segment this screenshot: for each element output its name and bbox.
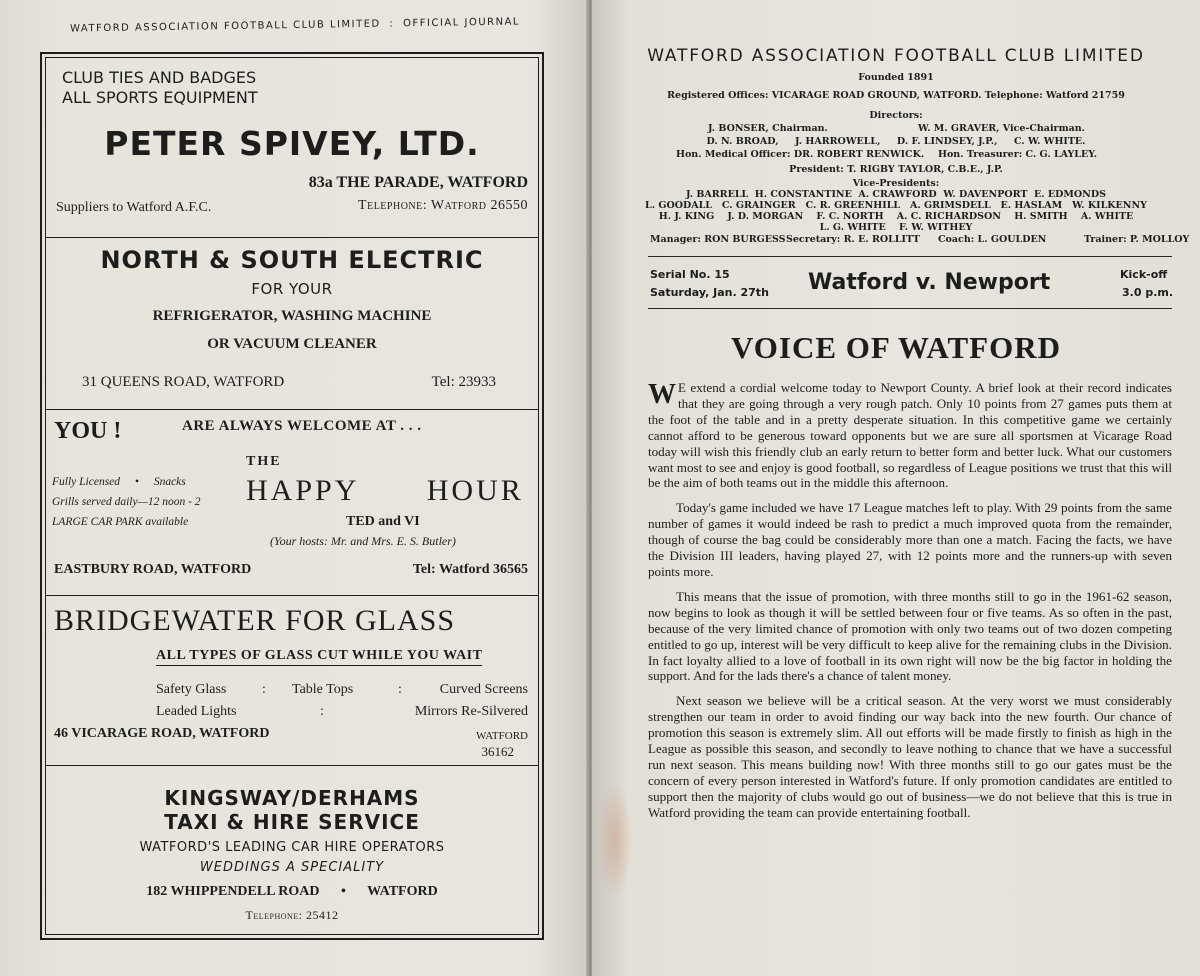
spivey-line1: CLUB TIES AND BADGES [62,68,257,87]
electric-products: REFRIGERATOR, WASHING MACHINE [152,308,432,324]
paragraph-2: Today's game included we have 17 League matches left to play. With 29 points from the same number of games it would indeed be rash to predict a much improved quota from the remainder, though of course the bag could be considerably more than one a match. Facing the facts, we have the Division III leaders, having played 27, with 12 points more and the runners-up with seven points more. [648,500,1172,579]
glass-name: BRIDGEWATER FOR GLASS [54,604,456,637]
taxi-town: WATFORD [367,884,438,899]
glass-tel-label: WATFORD [476,730,528,742]
club-name: WATFORD ASSOCIATION FOOTBALL CLUB LIMITED [647,46,1145,66]
article-body [648,380,1172,830]
medical-officer: Hon. Medical Officer: DR. ROBERT RENWICK. [676,149,925,160]
rule-top [648,256,1172,257]
match-date: Saturday, Jan. 27th [650,286,769,299]
electric-products2: OR VACUUM CLEANER [207,336,377,352]
happy-licensed [52,476,186,488]
taxi-line1: KINGSWAY/DERHAMS [164,786,420,810]
fixture: Watford v. Newport [808,270,1051,295]
vp-row1: J. BARRELL H. CONSTANTINE A. CRAWFORD W. DAVENPORT E. EDMONDS [686,189,1106,200]
vp-label: Vice-Presidents: [852,178,940,189]
happy-grills: Grills served daily—12 noon - 2 [52,496,201,508]
vp-row4: L. G. WHITE F. W. WITHEY [819,222,973,233]
electric-address: 31 QUEENS ROAD, WATFORD [82,374,285,390]
president: President: T. RIGBY TAYLOR, C.B.E., J.P. [789,164,1003,175]
paragraph-1 [648,380,1172,491]
spivey-supplier: Suppliers to Watford A.F.C. [56,200,212,215]
advert-panel [40,52,544,940]
spivey-address: 83a THE PARADE, WATFORD [308,174,528,191]
coach: Coach: L. GOULDEN [938,234,1047,245]
advert-happy-hour [46,410,538,596]
happy-snacks: Snacks [153,476,186,488]
advert-kingsway-taxi [46,766,538,940]
glass-colon2: : [398,682,402,697]
happy-hosts: (Your hosts: Mr. and Mrs. E. S. Butler) [270,534,456,548]
headline: VOICE OF WATFORD [731,330,1061,365]
right-page [592,0,1200,976]
glass-item5: Mirrors Re-Silvered [414,704,528,719]
happy-address: EASTBURY ROAD, WATFORD [54,562,252,577]
taxi-line2: TAXI & HIRE SERVICE [164,810,420,834]
happy-hosts-short: TED and VI [346,514,420,529]
directors-label: Directors: [869,110,923,121]
happy-car-park: LARGE CAR PARK available [52,516,189,528]
glass-tel: 36162 [481,744,514,759]
taxi-address: 182 WHIPPENDELL ROAD [146,884,320,899]
vp-row2: L. GOODALL C. GRAINGER C. R. GREENHILL A. GRIMSDELL E. HASLAM W. KILKENNY [645,200,1147,211]
kickoff-time: 3.0 p.m. [1122,286,1174,299]
happy-welcome: ARE ALWAYS WELCOME AT . . . [182,418,422,434]
electric-name: NORTH & SOUTH ELECTRIC [100,246,484,274]
happy-name-text: HAPPY HOUR [246,474,524,507]
director-vice-chairman: W. M. GRAVER, Vice-Chairman. [918,123,1085,134]
kickoff-label: Kick-off [1120,268,1168,281]
happy-licensed-text: Fully Licensed [52,476,121,488]
page-stain [598,780,632,900]
spivey-name: PETER SPIVEY, LTD. [104,124,480,163]
directors-row2: D. N. BROAD, J. HARROWELL, D. F. LINDSEY, J.P., C. W. WHITE. [706,136,1086,147]
glass-item2: Table Tops [292,682,354,697]
trainer: Trainer: P. MOLLOY [1084,234,1190,245]
paragraph-1-text: E extend a cordial welcome today to Newport County. A brief look at their record indicates that they are going through a very rough patch. Only 10 points from 27 games puts them at the foot of the table and in a pretty desperate situation. In this competitive game we certainly cannot afford to be generous toward opponents but we are sure all sportsmen at Vicarage Road today will wish this friendly club an early return to better form and better luck. What our customers want most to see and enjoy is good football, so regardless of League positions we trust that this will be the aim of both teams out in the middle this afternoon. [648,380,1172,491]
glass-item1: Safety Glass [156,682,227,697]
glass-colon3: : [320,704,324,719]
spivey-telephone: Telephone: Watford 26550 [358,198,528,213]
happy-the: THE [246,454,282,469]
treasurer: Hon. Treasurer: C. G. LAYLEY. [938,149,1098,160]
spivey-line2: ALL SPORTS EQUIPMENT [62,88,258,107]
running-head [70,16,520,34]
running-head-sep: : [389,18,395,30]
running-head-left: WATFORD ASSOCIATION FOOTBALL CLUB LIMITED [69,18,381,35]
taxi-address-line [46,884,538,900]
paragraph-3: This means that the issue of promotion, with three months still to go in the 1961-62 season, now begins to look as though it will be settled between four or five teams. As so often in the past, because of the very limited chance of promotion with only two teams out of two dozen competing entitled to go up, interest will be very difficult to keep alive for the remaining clubs in the Division. In fact loyalty allied to a love of football in its own right will now be the big factor in holding the support. And for the lads there's a chance of talent money. [648,588,1172,684]
rule-bottom [648,308,1172,309]
vp-row3: H. J. KING J. D. MORGAN F. C. NORTH A. C. RICHARDSON H. SMITH A. WHITE [658,211,1134,222]
taxi-line3: WATFORD'S LEADING CAR HIRE OPERATORS [139,840,445,855]
glass-tagline: ALL TYPES OF GLASS CUT WHILE YOU WAIT [156,648,482,666]
advert-bridgewater-glass [46,596,538,766]
happy-bullet: • [134,476,139,488]
taxi-telephone: Telephone: 25412 [245,908,339,922]
glass-item4: Leaded Lights [156,704,237,719]
left-page [0,0,590,976]
happy-tel: Tel: Watford 36565 [412,562,528,577]
advert-peter-spivey [46,58,538,238]
electric-tel: Tel: 23933 [431,374,496,390]
taxi-bullet: • [341,884,346,899]
glass-item3: Curved Screens [439,682,528,697]
running-head-right: OFFICIAL JOURNAL [403,16,521,30]
happy-name [246,474,530,508]
happy-you: YOU ! [54,418,122,444]
director-chairman: J. BONSER, Chairman. [708,123,828,134]
registered-offices: Registered Offices: VICARAGE ROAD GROUND, WATFORD. Telephone: Watford 21759 [667,90,1125,101]
taxi-line4: WEDDINGS A SPECIALITY [199,860,385,875]
advert-north-south-electric [46,238,538,410]
paragraph-4: Next season we believe will be a critical season. At the very worst we must considerably strengthen our team in order to avoid finding our way back into the new fourth. Our chance of promotion this season is extremely slim. All out efforts will be made firstly to finish as high in the League as possible this season, and secondly to leave nothing to chance that we have a successful run next season. This means building now! With three months still to go our gates must be the concern of every person interested in Watford's future. If only promotion candidates are entitled to support then the majority of clubs would go out of business—we do not believe that this is true in Watford providing the team can provide entertaining football. [648,693,1172,820]
secretary: Secretary: R. E. ROLLITT [786,234,920,245]
serial-number: Serial No. 15 [650,268,730,281]
drop-cap: W [648,379,676,410]
founded: Founded 1891 [858,72,934,83]
manager: Manager: RON BURGESS [650,234,786,245]
glass-address: 46 VICARAGE ROAD, WATFORD [54,726,270,741]
electric-for-your: FOR YOUR [251,280,333,298]
glass-colon1: : [262,682,266,697]
